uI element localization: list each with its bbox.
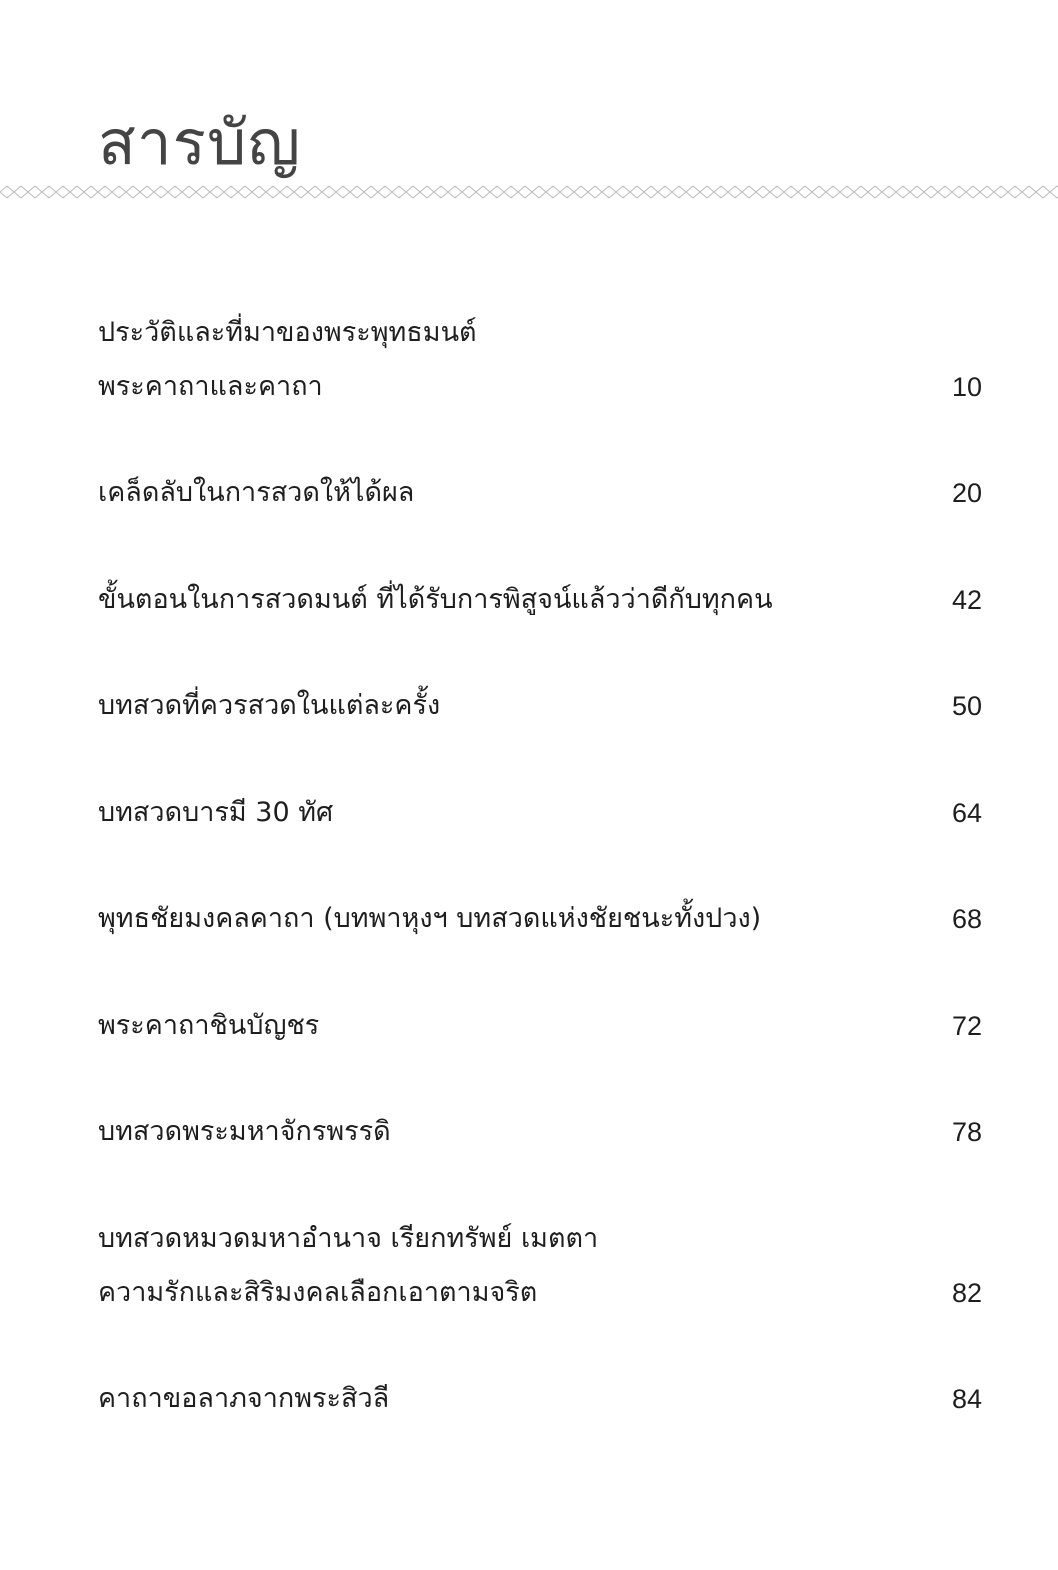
toc-entry[interactable] <box>98 306 982 414</box>
toc-entry[interactable] <box>98 786 982 840</box>
toc-entry-title: เคล็ดลับในการสวดให้ได้ผล <box>98 477 415 508</box>
toc-entry-page: 42 <box>951 585 982 615</box>
toc-entry-page: 10 <box>951 372 982 402</box>
toc-entry-page: 82 <box>951 1278 982 1308</box>
toc-entry-page: 64 <box>951 798 982 828</box>
toc-entry[interactable] <box>98 1105 982 1159</box>
toc-entry-page: 84 <box>951 1384 982 1414</box>
toc-entry[interactable] <box>98 892 982 946</box>
decorative-divider <box>0 184 1058 200</box>
toc-entry[interactable] <box>98 999 982 1053</box>
toc-entry-title: พระคาถาและคาถา <box>98 371 323 402</box>
toc-entry-title: บทสวดที่ควรสวดในแต่ละครั้ง <box>98 690 441 721</box>
toc-entry-title: ขั้นตอนในการสวดมนต์ ที่ได้รับการพิสูจน์แล้วว่าดีกับทุกคน <box>98 584 773 615</box>
toc-entry[interactable] <box>98 1212 982 1320</box>
toc-entry-page: 78 <box>951 1117 982 1147</box>
toc-entry-title: คาถาขอลาภจากพระสิวลี <box>98 1383 390 1414</box>
toc-entry[interactable] <box>98 679 982 733</box>
toc-entry[interactable] <box>98 466 982 520</box>
toc-entry-title: พระคาถาชินบัญชร <box>98 1010 320 1041</box>
toc-entry-title: ประวัติและที่มาของพระพุทธมนต์ <box>98 317 477 348</box>
toc-entry[interactable] <box>98 573 982 627</box>
toc-entry-title: บทสวดหมวดมหาอำนาจ เรียกทรัพย์ เมตตา <box>98 1223 599 1254</box>
toc-entry-title: บทสวดพระมหาจักรพรรดิ <box>98 1116 391 1147</box>
toc-entry-title: ความรักและสิริมงคลเลือกเอาตามจริต <box>98 1277 538 1308</box>
toc-entry-page: 72 <box>951 1011 982 1041</box>
toc-entry-title: บทสวดบารมี 30 ทัศ <box>98 797 334 828</box>
toc-entry-page: 20 <box>951 478 982 508</box>
toc-entry[interactable] <box>98 1372 982 1426</box>
toc-entry-page: 50 <box>951 691 982 721</box>
toc-entry-title: พุทธชัยมงคลคาถา (บทพาหุงฯ บทสวดแห่งชัยชนะทั้งปวง) <box>98 903 762 934</box>
toc-entry-page: 68 <box>951 904 982 934</box>
page-title: สารบัญ <box>98 106 302 179</box>
